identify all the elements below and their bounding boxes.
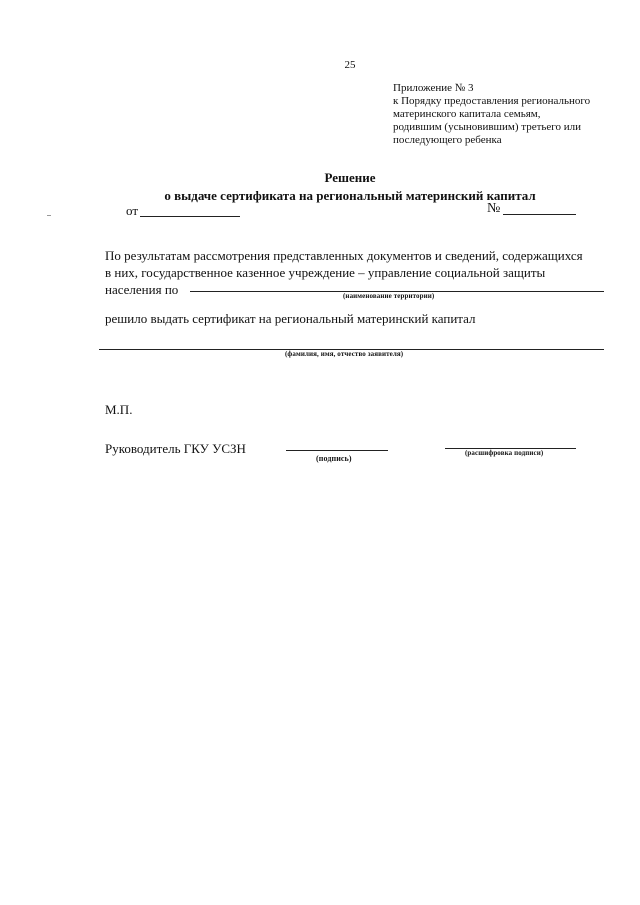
paragraph-line-3: населения по [105, 282, 179, 297]
appendix-line-4: родившим (усыновившим) третьего или [393, 121, 582, 133]
signature-field-line [286, 450, 388, 451]
appendix-line-3: материнского капитала семьям, [393, 108, 541, 120]
head-label: Руководитель ГКУ УСЗН [105, 441, 246, 456]
seal-label: М.П. [105, 402, 133, 417]
appendix-line-2: к Порядку предоставления регионального [393, 95, 591, 107]
scan-mark [47, 215, 51, 216]
decoding-caption: (расшифровка подписи) [465, 449, 544, 457]
date-label: от [126, 203, 139, 218]
decision-text: решило выдать сертификат на региональный материнский капитал [105, 311, 476, 326]
document-title: Решение [324, 170, 376, 185]
paragraph-line-1: По результатам рассмотрения представленных документов и сведений, содержащихся [105, 248, 583, 263]
number-label: № [487, 201, 501, 216]
document-subtitle: о выдаче сертификата на региональный материнский капитал [164, 188, 536, 203]
appendix-header [393, 82, 590, 147]
appendix-line-5: последующего ребенка [393, 134, 502, 146]
number-field-line [503, 214, 576, 215]
page-number: 25 [344, 59, 356, 71]
appendix-line-1: Приложение № 3 [393, 82, 474, 94]
applicant-caption: (фамилия, имя, отчество заявителя) [285, 350, 404, 358]
date-field-line [140, 216, 240, 217]
paragraph-line-2: в них, государственное казенное учреждение – управление социальной защиты [105, 265, 546, 280]
signature-caption: (подпись) [316, 454, 352, 463]
territory-caption: (наименование территории) [343, 292, 435, 300]
